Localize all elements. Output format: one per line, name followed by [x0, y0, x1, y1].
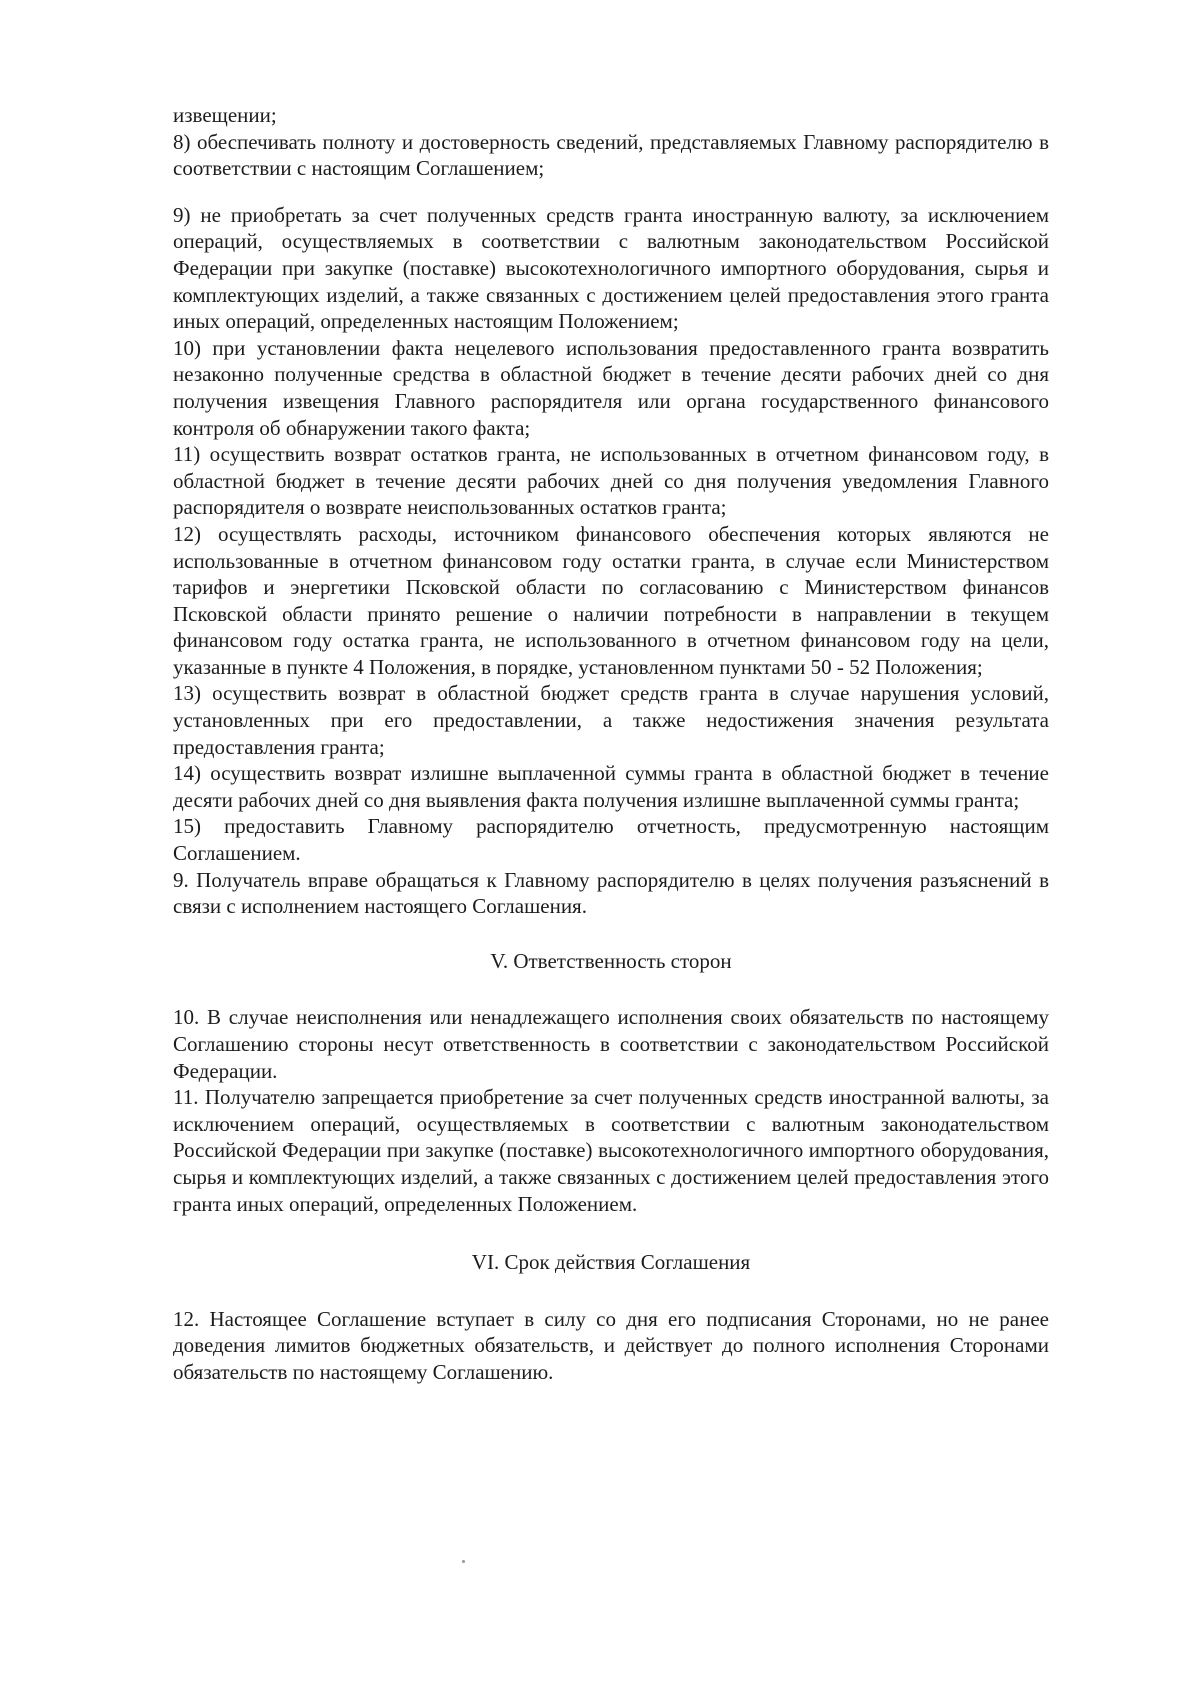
paragraph-item-14: 14) осуществить возврат излишне выплаченной суммы гранта в областной бюджет в течение десяти рабочих дней со дня выявления факта получения излишне выплаченной суммы гранта; [173, 761, 1049, 812]
paragraph-clause-9: 9. Получатель вправе обращаться к Главному распорядителю в целях получения разъяснений в связи с исполнением настоящего Соглашения. [173, 867, 1049, 919]
paragraph-item-9: 9) не приобретать за счет полученных средств гранта иностранную валюту, за исключением операций, осуществляемых в соответствии с валютным законодательством Российской Федерации при закупке (поставке) высокотехнологичного импортного оборудования, сырья и комплектующих изделий, а также связанных с достижением целей предоставления этого гранта иных операций, определенных настоящим Положением; [173, 202, 1049, 334]
paragraph-item-10: 10) при установлении факта нецелевого использования предоставленного гранта возвратить незаконно полученные средства в областной бюджет в течение десяти рабочих дней со дня получения извещения Главного распорядителя или органа государственного финансового контроля об обнаружении такого факта; [173, 335, 1049, 440]
document-page [173, 102, 1049, 1386]
section-heading-v: V. Ответственность сторон [490, 948, 732, 973]
paragraph-item-8: 8) обеспечивать полноту и достоверность сведений, представляемых Главному распорядителю в соответствии с настоящим Соглашением; [173, 129, 1049, 181]
paragraph-item-11: 11) осуществить возврат остатков гранта, не использованных в отчетном финансовом году, в областной бюджет в течение десяти рабочих дней со дня получения уведомления Главного распорядителя о возврате неиспользованных остатков гранта; [173, 442, 1049, 520]
paragraph-clause-11: 11. Получателю запрещается приобретение за счет полученных средств иностранной валюты, за исключением операций, осуществляемых в соответствии с валютным законодательством Российской Федерации при закупке (поставке) высокотехнологичного импортного оборудования, сырья и комплектующих изделий, а также связанных с достижением целей предоставления этого гранта иных операций, определенных Положением. [173, 1085, 1049, 1216]
scan-artifact [462, 1560, 465, 1563]
paragraph-item-12: 12) осуществлять расходы, источником финансового обеспечения которых являются не использованные в отчетном финансовом году остатки гранта, в случае если Министерством тарифов и энергетики Псковской области по согласованию с Министерством финансов Псковской области принято решение о наличии потребности в направлении в текущем финансовом году остатка гранта, не использованного в отчетном финансовом году на цели, указанные в пункте 4 Положения, в порядке, установленном пунктами 50 - 52 Положения; [173, 521, 1049, 679]
section-heading-vi: VI. Срок действия Соглашения [471, 1250, 751, 1275]
paragraph-continuation: извещении; [173, 103, 277, 127]
paragraph-item-13: 13) осуществить возврат в областной бюджет средств гранта в случае нарушения условий, установленных при его предоставлении, а также недостижения значения результата предоставления гранта; [173, 681, 1049, 759]
paragraph-clause-12: 12. Настоящее Соглашение вступает в силу со дня его подписания Сторонами, но не ранее доведения лимитов бюджетных обязательств, и действует до полного исполнения Сторонами обязательств по настоящему Соглашению. [173, 1306, 1049, 1384]
paragraph-clause-10: 10. В случае неисполнения или ненадлежащего исполнения своих обязательств по настоящему Соглашению стороны несут ответственность в соответствии с законодательством Российской Федерации. [173, 1005, 1049, 1083]
paragraph-item-15: 15) предоставить Главному распорядителю отчетность, предусмотренную настоящим Соглашением. [173, 814, 1049, 866]
